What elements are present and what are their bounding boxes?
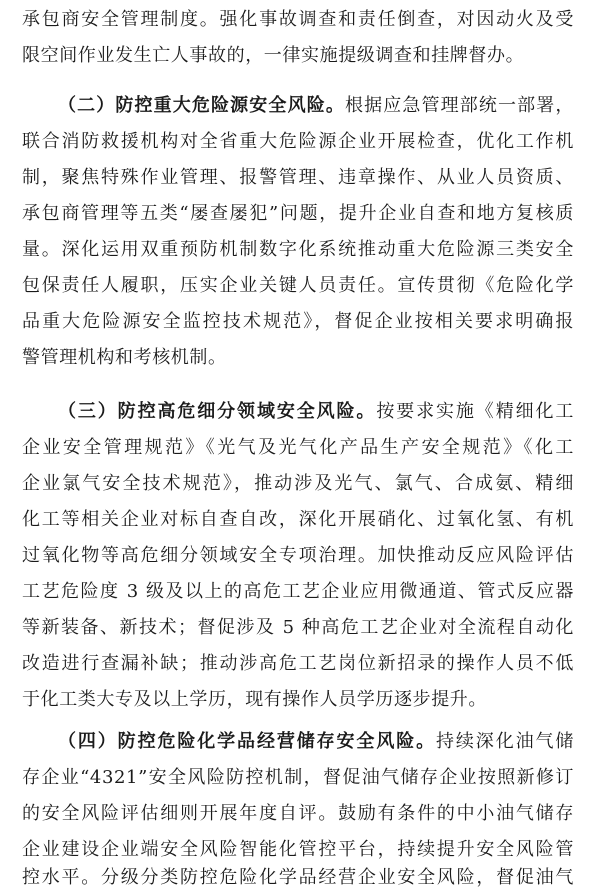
paragraph-line: 警管理机构和考核机制。 bbox=[22, 347, 227, 368]
paragraph-line: 改造进行查漏补缺；推动涉高危工艺岗位新招录的操作人员不低 bbox=[22, 653, 574, 674]
paragraph-line: 控水平。分级分类防控危险化学品经营企业安全风险，督促油气 bbox=[22, 867, 574, 888]
section-heading-line: （二）防控重大危险源安全风险。根据应急管理部统一部署， bbox=[58, 95, 574, 116]
paragraph-line: 承包商安全管理制度。强化事故调查和责任倒查，对因动火及受 bbox=[22, 9, 574, 30]
paragraph-line: 的安全风险评估细则开展年度自评。鼓励有条件的中小油气储存 bbox=[22, 803, 574, 824]
paragraph-line: 量。深化运用双重预防机制数字化系统推动重大危险源三类安全 bbox=[22, 239, 574, 260]
paragraph-line: 承包商管理等五类“屡查屡犯”问题，提升企业自查和地方复核质 bbox=[22, 203, 574, 224]
section-heading: （二）防控重大危险源安全风险。 bbox=[58, 95, 345, 116]
section-heading: （三）防控高危细分领域安全风险。 bbox=[58, 401, 377, 422]
paragraph-line: 存企业“4321”安全风险防控机制，督促油气储存企业按照新修订 bbox=[22, 767, 574, 788]
paragraph-line: 品重大危险源安全监控技术规范》，督促企业按相关要求明确报 bbox=[22, 311, 574, 332]
paragraph-line: 化工等相关企业对标自查自改，深化开展硝化、过氧化氢、有机 bbox=[22, 509, 574, 530]
section-heading-line: （三）防控高危细分领域安全风险。按要求实施《精细化工 bbox=[58, 401, 574, 422]
paragraph-line: 包保责任人履职，压实企业关键人员责任。宣传贯彻《危险化学 bbox=[22, 275, 574, 296]
paragraph-line: 过氧化物等高危细分领域安全专项治理。加快推动反应风险评估 bbox=[22, 545, 574, 566]
section-heading-line: （四）防控危险化学品经营储存安全风险。持续深化油气储 bbox=[58, 731, 574, 752]
paragraph-line: 企业安全管理规范》《光气及光气化产品生产安全规范》《化工 bbox=[22, 437, 574, 458]
paragraph-line: 于化工类大专及以上学历，现有操作人员学历逐步提升。 bbox=[22, 689, 487, 710]
paragraph-line: 工艺危险度 3 级及以上的高危工艺企业应用微通道、管式反应器 bbox=[22, 581, 574, 602]
section-heading: （四）防控危险化学品经营储存安全风险。 bbox=[58, 731, 437, 752]
paragraph-line: 等新装备、新技术；督促涉及 5 种高危工艺企业对全流程自动化 bbox=[22, 617, 574, 638]
paragraph-line: 企业氯气安全技术规范》，推动涉及光气、氯气、合成氨、精细 bbox=[22, 473, 574, 494]
paragraph-line: 限空间作业发生亡人事故的，一律实施提级调查和挂牌督办。 bbox=[22, 45, 525, 66]
paragraph-line: 制，聚焦特殊作业管理、报警管理、违章操作、从业人员资质、 bbox=[22, 167, 574, 188]
paragraph-line: 联合消防救援机构对全省重大危险源企业开展检查，优化工作机 bbox=[22, 131, 574, 152]
paragraph-line: 企业建设企业端安全风险智能化管控平台，持续提升安全风险管 bbox=[22, 839, 574, 860]
